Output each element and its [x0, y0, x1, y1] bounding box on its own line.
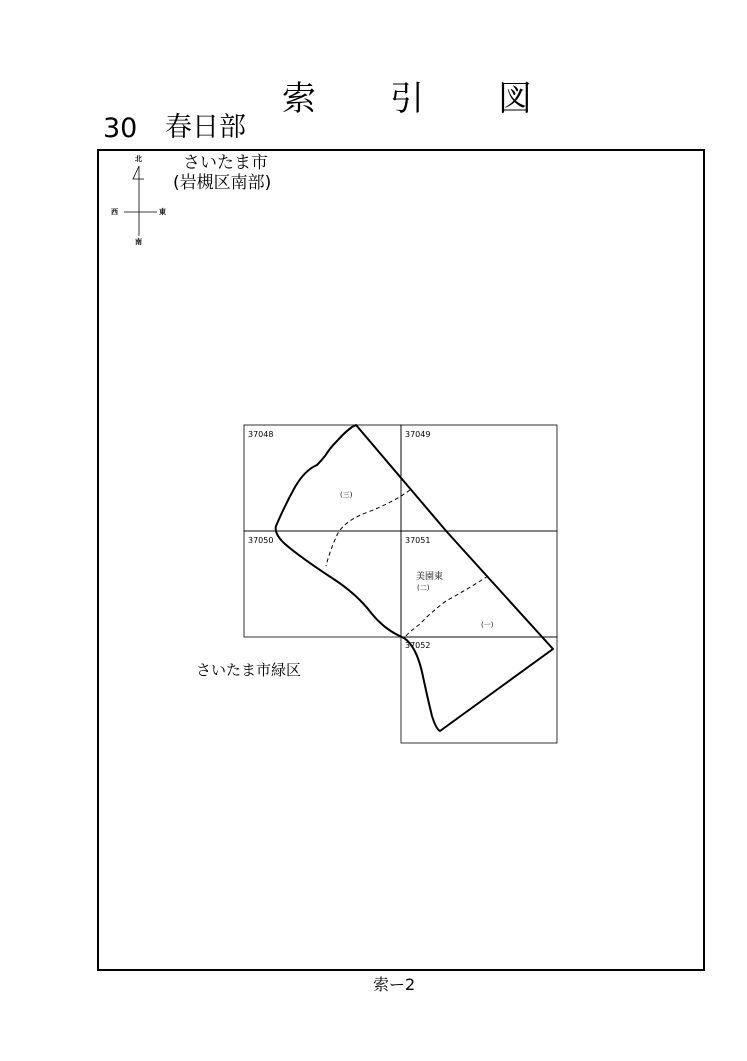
compass-rose-icon: [124, 166, 157, 236]
title-char-3: 図: [498, 78, 532, 119]
section-name: 春日部: [165, 112, 246, 143]
sheet-id-37049: 37049: [405, 430, 431, 439]
district-boundary: [276, 425, 553, 731]
district-name: 美園東: [416, 572, 444, 582]
sheet-id-37052: 37052: [405, 641, 431, 650]
sheet-cell-37049: [401, 425, 557, 531]
neighbor-area-label: さいたま市緑区: [196, 661, 302, 679]
page-number: 索ー2: [373, 975, 416, 994]
compass-east-label: 東: [159, 208, 166, 216]
area-label-ward: (岩槻区南部): [173, 173, 272, 193]
sheet-cell-37052: [401, 637, 557, 743]
title-char-1: 索: [282, 78, 316, 119]
area-label-city: さいたま市: [183, 153, 268, 173]
zone-label-2: (二): [417, 584, 430, 592]
title-char-2: 引: [390, 78, 424, 119]
sheet-id-37048: 37048: [248, 430, 274, 439]
zone-divider-west: [326, 490, 410, 566]
section-number: 30: [103, 113, 138, 144]
sheet-grid: [244, 425, 557, 743]
compass-south-label: 南: [135, 238, 142, 246]
sheet-cell-37048: [244, 425, 401, 531]
compass-north-label: 北: [135, 155, 142, 163]
zone-label-3: (三): [340, 491, 353, 499]
zone-label-1: (一): [481, 621, 494, 629]
sheet-id-37051: 37051: [405, 536, 431, 545]
compass-west-label: 西: [111, 208, 118, 216]
sheet-id-37050: 37050: [248, 536, 274, 545]
